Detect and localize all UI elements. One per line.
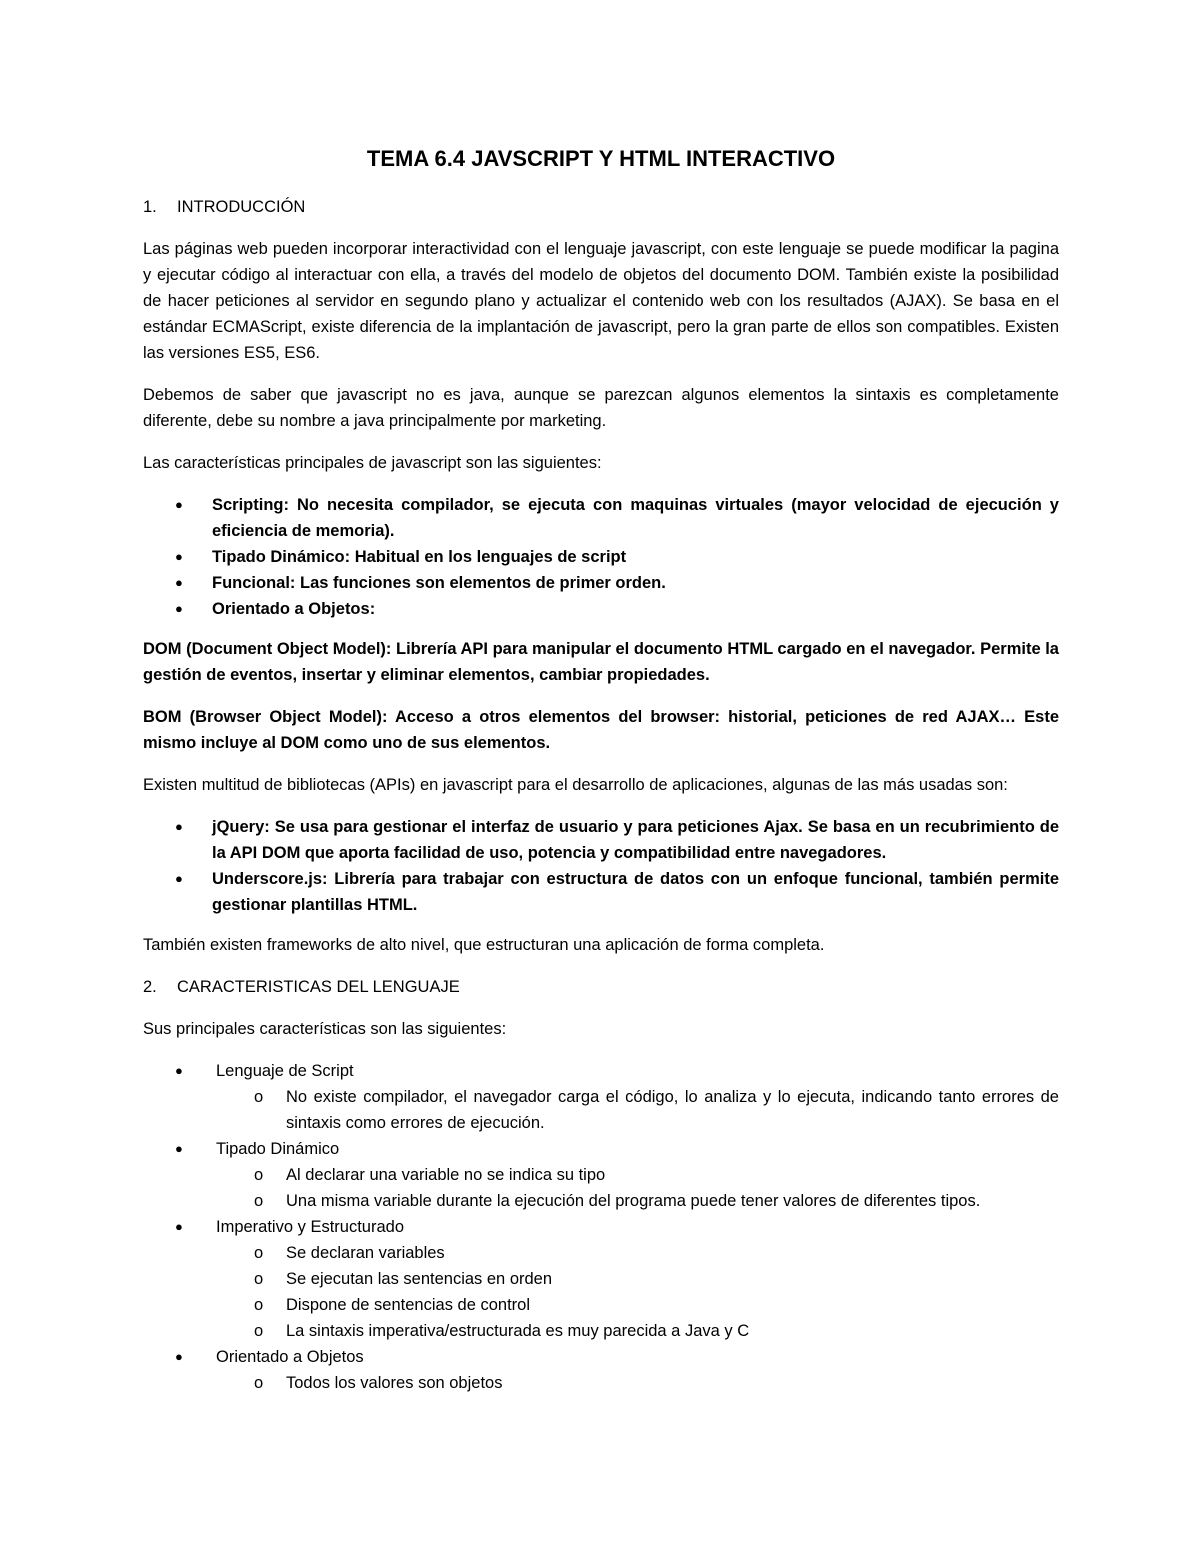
section-heading-caracteristicas xyxy=(143,974,1059,1000)
paragraph-java: Debemos de saber que javascript no es java, aunque se parezcan algunos elementos la sintaxis es completamente diferente, debe su nombre a java principalmente por marketing. xyxy=(143,386,1059,430)
bom-term: BOM (Browser Object Model): xyxy=(143,708,388,726)
list-item xyxy=(143,570,1059,596)
item-text: No necesita compilador, se ejecuta con maquinas virtuales (mayor velocidad de ejecución y eficiencia de memoria). xyxy=(212,496,1059,540)
paragraph-dom xyxy=(143,636,1059,688)
section-heading-introduccion xyxy=(143,194,1059,220)
item-label: Tipado Dinámico xyxy=(216,1140,340,1158)
bullet-icon: ● xyxy=(175,601,183,616)
sub-item-text: Dispone de sentencias de control xyxy=(286,1296,530,1314)
list-item xyxy=(143,492,1059,544)
sub-item-text: Se ejecutan las sentencias en orden xyxy=(286,1270,553,1288)
sub-item-text: Todos los valores son objetos xyxy=(286,1374,503,1392)
sub-item-text: Se declaran variables xyxy=(286,1244,445,1262)
item-term: Funcional: xyxy=(212,574,296,592)
circle-bullet-icon: o xyxy=(254,1088,264,1106)
dom-term: DOM (Document Object Model): xyxy=(143,640,392,658)
bom-text: Acceso a otros elementos del browser: historial, peticiones de red AJAX… Este mismo incluye al DOM como uno de sus elementos. xyxy=(143,708,1059,752)
item-label: Orientado a Objetos xyxy=(216,1348,364,1366)
section-number: 1. xyxy=(143,198,157,216)
sub-list-item xyxy=(143,1266,1059,1292)
sub-list xyxy=(143,1084,1059,1136)
sub-list-item xyxy=(143,1370,1059,1396)
item-term: jQuery: xyxy=(212,818,270,836)
bullet-icon: ● xyxy=(175,1219,183,1234)
sub-list xyxy=(143,1240,1059,1344)
dom-text: Librería API para manipular el documento HTML cargado en el navegador. Permite la gestión de eventos, insertar y eliminar elementos, cambiar propiedades. xyxy=(143,640,1059,684)
circle-bullet-icon: o xyxy=(254,1244,264,1262)
item-term: Tipado Dinámico: xyxy=(212,548,351,566)
circle-bullet-icon: o xyxy=(254,1166,264,1184)
item-text: Librería para trabajar con estructura de datos con un enfoque funcional, también permite gestionar plantillas HTML. xyxy=(212,870,1059,914)
paragraph-characteristics-intro: Sus principales características son las siguientes: xyxy=(143,1020,507,1038)
sub-list-item xyxy=(143,1240,1059,1266)
item-text: Las funciones son elementos de primer orden. xyxy=(295,574,666,592)
sub-list-item xyxy=(143,1162,1059,1188)
list-item xyxy=(143,1136,1059,1162)
sub-item-text: No existe compilador, el navegador carga el código, lo analiza y lo ejecuta, indicando tanto errores de sintaxis como errores de ejecución. xyxy=(286,1088,1059,1132)
sub-item-text: Una misma variable durante la ejecución del programa puede tener valores de diferentes tipos. xyxy=(286,1192,981,1210)
bullet-icon: ● xyxy=(175,1063,183,1078)
paragraph-intro: Las páginas web pueden incorporar interactividad con el lenguaje javascript, con este lenguaje se puede modificar la pagina y ejecutar código al interactuar con ella, a través del modelo de objetos del documento DOM. También existe la posibilidad de hacer peticiones al servidor en segundo plano y actualizar el contenido web con los resultados (AJAX). Se basa en el estándar ECMAScript, existe diferencia de la implantación de javascript, pero la gran parte de ellos son compatibles. Existen las versiones ES5, ES6. xyxy=(143,240,1059,362)
bullet-icon: ● xyxy=(175,575,183,590)
sub-list-wrapper xyxy=(143,1240,1059,1344)
paragraph-bom xyxy=(143,704,1059,756)
paragraph-libraries: Existen multitud de bibliotecas (APIs) en javascript para el desarrollo de aplicaciones, algunas de las más usadas son: xyxy=(143,776,1008,794)
item-term: Scripting: xyxy=(212,496,289,514)
sub-list xyxy=(143,1370,1059,1396)
bullet-icon: ● xyxy=(175,497,183,512)
sub-item-text: La sintaxis imperativa/estructurada es muy parecida a Java y C xyxy=(286,1322,750,1340)
item-text: Habitual en los lenguajes de script xyxy=(350,548,627,566)
list-item xyxy=(143,596,1059,622)
list-item xyxy=(143,1214,1059,1240)
list-item xyxy=(143,544,1059,570)
list-item xyxy=(143,814,1059,866)
sub-list-item xyxy=(143,1318,1059,1344)
sub-item-text: Al declarar una variable no se indica su tipo xyxy=(286,1166,606,1184)
item-text: Se usa para gestionar el interfaz de usuario y para peticiones Ajax. Se basa en un recubrimiento de la API DOM que aporta facilidad de uso, potencia y compatibilidad entre navegadores. xyxy=(212,818,1059,862)
sub-list-item xyxy=(143,1188,1059,1214)
sub-list-wrapper xyxy=(143,1370,1059,1396)
sub-list-item xyxy=(143,1292,1059,1318)
sub-list-item xyxy=(143,1084,1059,1136)
item-term: Orientado a Objetos: xyxy=(212,600,376,618)
circle-bullet-icon: o xyxy=(254,1270,264,1288)
characteristics-list xyxy=(143,1058,1059,1396)
circle-bullet-icon: o xyxy=(254,1374,264,1392)
sub-list-wrapper xyxy=(143,1084,1059,1136)
item-term: Underscore.js: xyxy=(212,870,328,888)
circle-bullet-icon: o xyxy=(254,1192,264,1210)
list-item xyxy=(143,1344,1059,1370)
sub-list xyxy=(143,1162,1059,1214)
list-item xyxy=(143,866,1059,918)
bullet-icon: ● xyxy=(175,1349,183,1364)
bullet-icon: ● xyxy=(175,549,183,564)
section-number: 2. xyxy=(143,978,157,996)
section-title: CARACTERISTICAS DEL LENGUAJE xyxy=(177,978,460,996)
libraries-list xyxy=(143,814,1059,918)
circle-bullet-icon: o xyxy=(254,1322,264,1340)
circle-bullet-icon: o xyxy=(254,1296,264,1314)
paragraph-features-intro: Las características principales de javascript son las siguientes: xyxy=(143,454,602,472)
bullet-icon: ● xyxy=(175,1141,183,1156)
bullet-icon: ● xyxy=(175,871,183,886)
paragraph-frameworks: También existen frameworks de alto nivel, que estructuran una aplicación de forma completa. xyxy=(143,936,825,954)
document-title: TEMA 6.4 JAVSCRIPT Y HTML INTERACTIVO xyxy=(366,146,836,171)
document-page xyxy=(143,142,1059,1396)
item-label: Lenguaje de Script xyxy=(216,1062,354,1080)
features-list xyxy=(143,492,1059,622)
sub-list-wrapper xyxy=(143,1162,1059,1214)
list-item xyxy=(143,1058,1059,1084)
section-title: INTRODUCCIÓN xyxy=(177,198,306,216)
item-label: Imperativo y Estructurado xyxy=(216,1218,404,1236)
bullet-icon: ● xyxy=(175,819,183,834)
